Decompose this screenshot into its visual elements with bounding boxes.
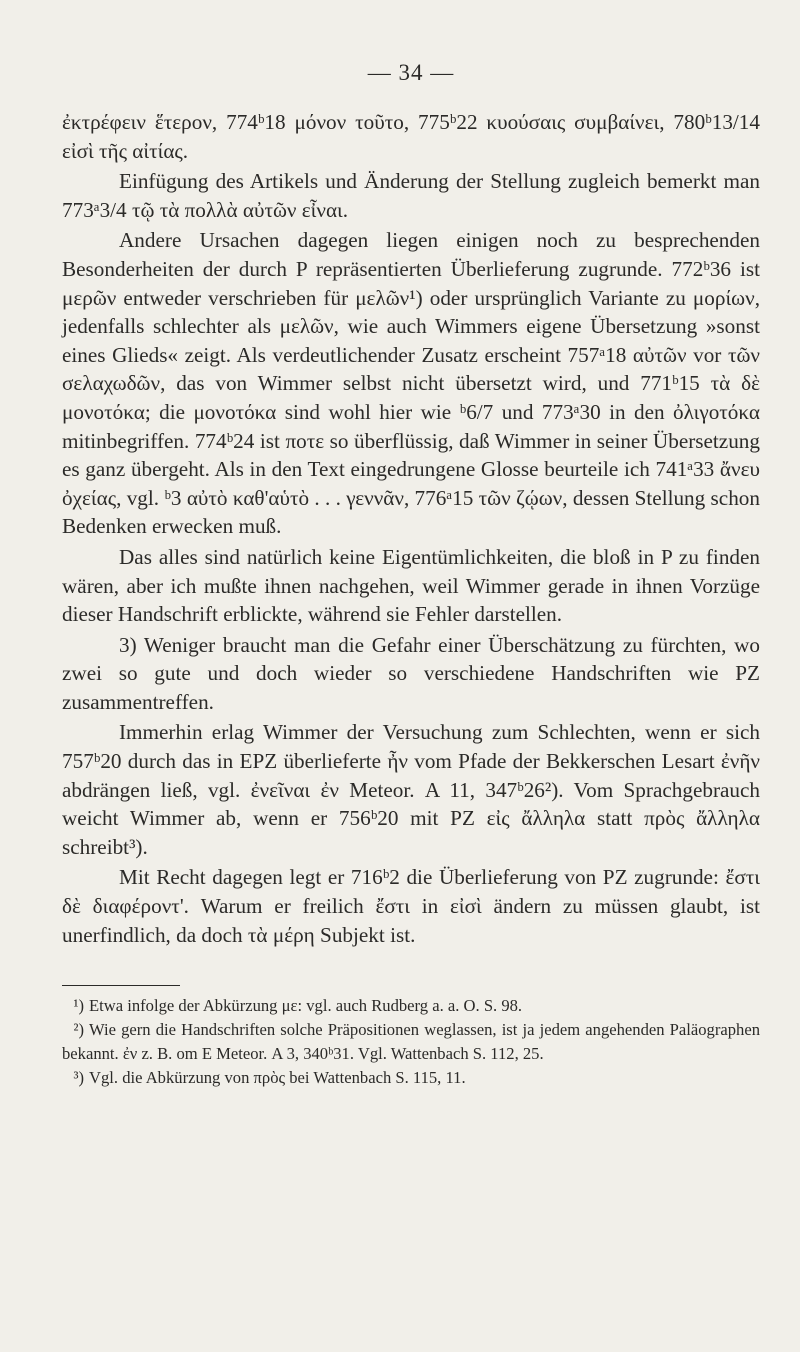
footnote-number: ²) [73, 1020, 84, 1040]
footnote-3 [62, 1066, 760, 1090]
footnote-number: ¹) [73, 996, 84, 1016]
body-text [62, 108, 760, 949]
paragraph-section-3: 3) Weniger braucht man die Gefahr einer Überschätzung zu fürchten, wo zwei so gute und doch wieder so verschiedene Handschriften wie PZ zusammentreffen. [62, 632, 760, 714]
footnote-divider [62, 985, 180, 986]
footnote-text: Vgl. die Abkürzung von πρὸς bei Wattenbach S. 115, 11. [89, 1068, 466, 1088]
footnote-number: ³) [73, 1068, 84, 1088]
footnote-2 [62, 1018, 760, 1066]
footnote-text: Etwa infolge der Abkürzung με: vgl. auch Rudberg a. a. O. S. 98. [89, 996, 523, 1016]
paragraph-continuation: ἐκτρέφειν ἕτερον, 774ᵇ18 μόνον τοῦτο, 775ᵇ22 κυούσαις συμβαίνει, 780ᵇ13/14 εἰσὶ τῆς αἰτίας. [62, 110, 760, 163]
paragraph-temptation: Immerhin erlag Wimmer der Versuchung zum Schlechten, wenn er sich 757ᵇ20 durch das in EPZ überlieferte ἦν vom Pfade der Bekkerschen Lesart ἐνῆν abdrängen ließ, vgl. ἐνεῖναι ἐν Meteor. Α 11, 347ᵇ26²). Vom Sprachgebrauch weicht Wimmer ab, wenn er 756ᵇ20 mit PZ εἰς ἄλληλα statt πρὸς ἄλληλα schreibt³). [62, 720, 760, 859]
paragraph-peculiarities: Das alles sind natürlich keine Eigentümlichkeiten, die bloß in P zu finden wären, aber ich mußte ihnen nachgehen, weil Wimmer gerade in ihnen Vorzüge dieser Handschrift erblickte, während sie Fehler darstellen. [62, 544, 760, 627]
footnote-text: Wie gern die Handschriften solche Präpositionen weglassen, ist ja jedem angehenden Paläographen bekannt. ἐν z. B. om E Meteor. Α 3, 340ᵇ31. Vgl. Wattenbach S. 112, 25. [62, 1020, 760, 1064]
paragraph-other-causes: Andere Ursachen dagegen liegen einigen noch zu besprechenden Besonderheiten der durch P repräsentierten Überlieferung zugrunde. 772ᵇ36 ist μερῶν entweder verschrieben für μελῶν¹) oder ursprünglich Variante zu μορίων, jedenfalls schlechter als μελῶν, wie auch Wimmers eigene Übersetzung »sonst eines Glieds« zeigt. Als verdeutlichender Zusatz erscheint 757ᵃ18 αὐτῶν vor τῶν σελαχωδῶν, das von Wimmer selbst nicht übersetzt wird, und 771ᵇ15 τὰ δὲ μονοτόκα; die μονοτόκα sind wohl hier wie ᵇ6/7 und 773ᵃ30 in den ὀλιγοτόκα mitinbegriffen. 774ᵇ24 ist ποτε so überflüssig, daß Wimmer in seiner Übersetzung es ganz übergeht. Als in den Text eingedrungene Glosse beurteile ich 741ᵃ33 ἄνευ ὀχείας, vgl. ᵇ3 αὐτὸ καθ'αὑτὸ . . . γεννᾶν, 776ᵃ15 τῶν ζῴων, dessen Stellung schon Bedenken erwecken muß. [62, 228, 760, 539]
paragraph-article-insertion: Einfügung des Artikels und Änderung der Stellung zugleich bemerkt man 773ᵃ3/4 τῷ τὰ πολλὰ αὐτῶν εἶναι. [62, 169, 760, 222]
footnotes [62, 994, 760, 1090]
footnote-1 [62, 994, 760, 1018]
paragraph-with-right: Mit Recht dagegen legt er 716ᵇ2 die Überlieferung von PZ zugrunde: ἔστι δὲ διαφέροντ'. Warum er freilich ἔστι in εἰσὶ ändern zu müssen glaubt, ist unerfindlich, da doch τὰ μέρη Subjekt ist. [62, 865, 760, 947]
page-number: — 34 — [367, 60, 455, 85]
